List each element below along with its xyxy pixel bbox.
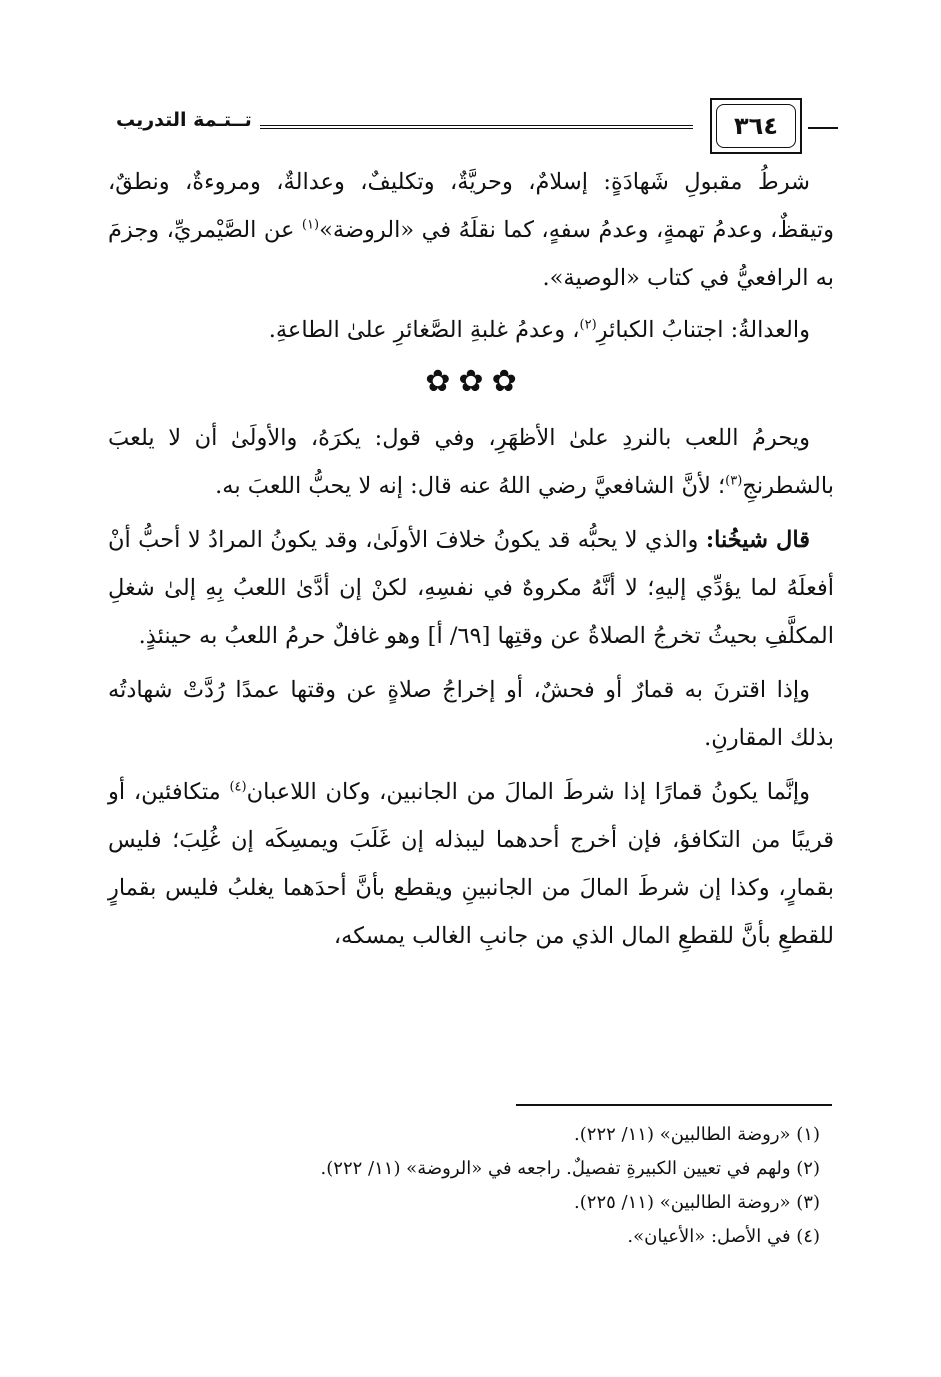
footnote: (٣) «روضة الطالبين» (١١/ ٢٢٥). <box>574 1192 820 1213</box>
paragraph: وإذا اقترنَ به قمارٌ أو فحشٌ، أو إخراجُ صلاةٍ عن وقتها عمدًا رُدَّتْ شهادتُه بذلك المقارنِ. <box>108 677 834 751</box>
paragraph: والعدالةُ: اجتنابُ الكبائرِ$^{(٢)}$، وعدمُ غلبةِ الصَّغائرِ علىٰ الطاعةِ. <box>268 317 810 343</box>
paragraph: وإنَّما يكونُ قمارًا إذا شرطَ المالَ من الجانبين، وكان اللاعبان$^{(٤)}$ متكافئين، أو قريبًا من التكافؤ، فإن أخرج أحدهما ليبذله إن غَلَبَ ويمسِكَه إن غُلِبَ؛ فليس بقمارٍ، وكذا إن شرطَ المالَ من الجانبينِ ويقطع بأنَّ أحدَهما يغلبُ فليس بقمارٍ للقطعِ بأنَّ للقطعِ المال الذي من جانبِ الغالب يمسكه، <box>108 779 834 949</box>
footnote: (٤) في الأصل: «الأعيان». <box>627 1226 820 1247</box>
header-rule-short <box>808 127 838 129</box>
page-number: ٣٦٤ <box>716 104 796 148</box>
header-title: تــتـمة التدريب <box>108 109 260 131</box>
footnote-ref[interactable]: (١) <box>301 217 320 233</box>
ornament-icon: ✿ <box>425 364 451 399</box>
footnote-ref[interactable]: (٤) <box>229 779 247 795</box>
footnote-ref[interactable]: (٣) <box>725 473 743 489</box>
running-header <box>108 98 838 158</box>
page-number-frame <box>710 98 802 154</box>
section-separator <box>108 360 834 404</box>
footnotes <box>108 1118 820 1254</box>
speaker-label: قال شيخُنا: <box>705 527 810 553</box>
footnote-ref[interactable]: (٢) <box>579 317 597 333</box>
paragraph: ويحرمُ اللعب بالنردِ علىٰ الأظهَرِ، وفي قول: يكرَهُ، والأولَىٰ أن لا يلعبَ بالشطرنجِ$^{(٣)}$؛ لأنَّ الشافعيَّ رضي اللهُ عنه قال: إنه لا يحبُّ اللعبَ به. <box>108 425 834 499</box>
footnote: (٢) ولهم في تعيين الكبيرةِ تفصيلٌ. راجعه في «الروضة» (١١/ ٢٢٢). <box>320 1158 820 1179</box>
ornament-icon: ✿ <box>491 364 517 399</box>
main-text <box>108 158 834 966</box>
paragraph: شرطُ مقبولِ شَهادَةٍ: إسلامٌ، وحريَّةٌ، وتكليفٌ، وعدالةٌ، ومروءةٌ، ونطقٌ، وتيقظٌ، وعدمُ تهمةٍ، وعدمُ سفهٍ، كما نقلَهُ في «الروضة»$^{(١)}$ عن الصَّيْمريِّ، وجزمَ به الرافعيُّ في كتاب «الوصية». <box>108 169 834 291</box>
paragraph: قال شيخُنا: والذي لا يحبُّه قد يكونُ خلافَ الأولَىٰ، وقد يكونُ المرادُ لا أحبُّ أنْ أفعلَهُ لما يؤدِّي إليهِ؛ لا أنَّهُ مكروهٌ في نفسِهِ، لكنْ إن أدَّىٰ اللعبُ بِهِ إلىٰ شغلِ المكلَّفِ بحيثُ تخرجُ الصلاةُ عن وقتِها [٦٩/ أ] وهو غافلٌ حرمُ اللعبُ به حينئذٍ. <box>108 527 834 649</box>
ornament-icon: ✿ <box>458 364 484 399</box>
footnote: (١) «روضة الطالبين» (١١/ ٢٢٢). <box>574 1124 820 1145</box>
footnote-rule <box>516 1104 832 1106</box>
